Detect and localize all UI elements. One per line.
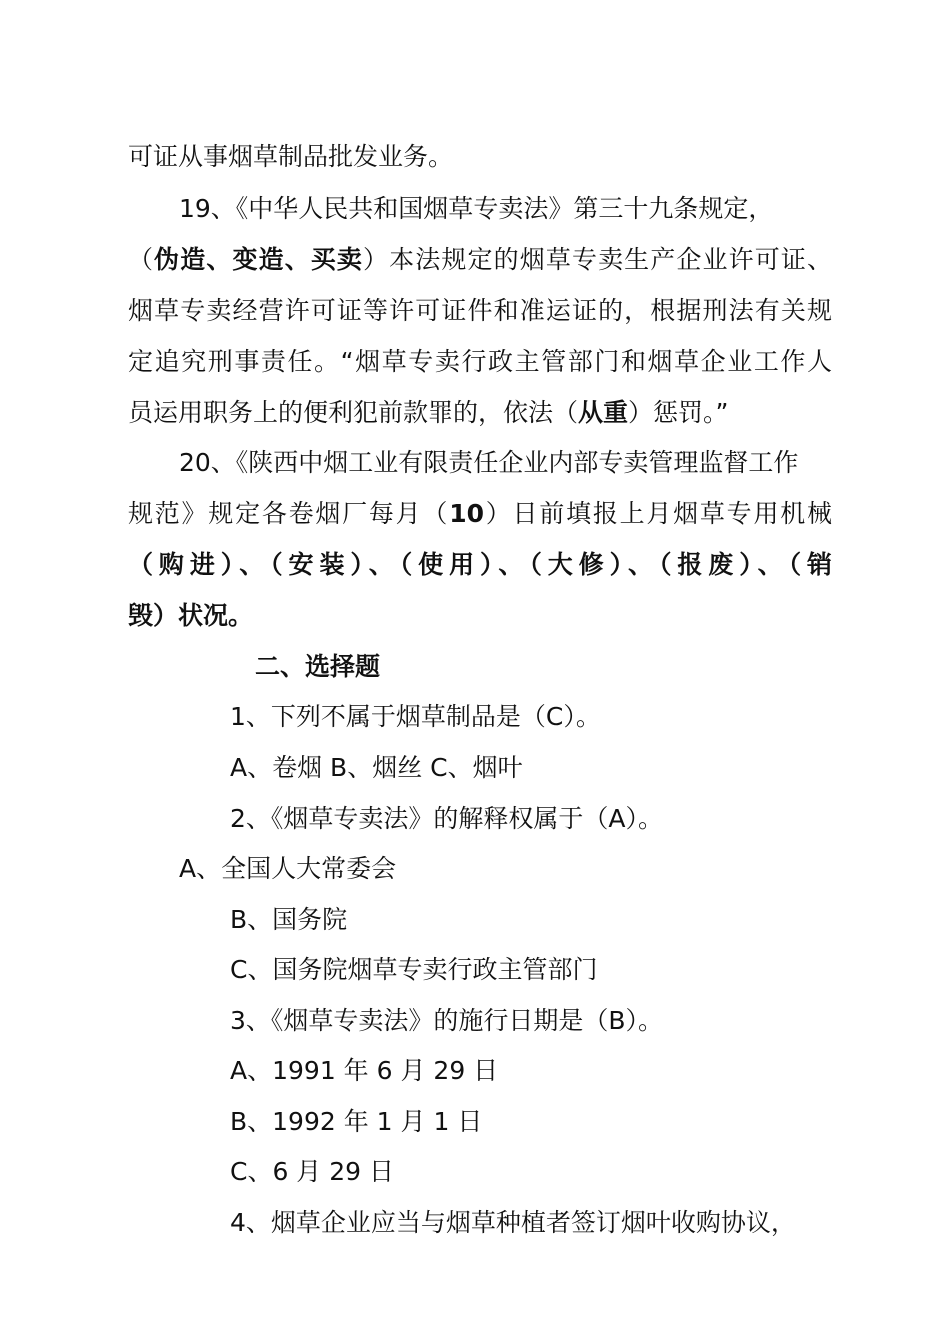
q2-option-b: B、国务院 (230, 905, 348, 934)
q2-option-a: A、全国人大常委会 (179, 854, 397, 883)
q3-option-a: A、1991 年 6 月 29 日 (230, 1056, 499, 1085)
item19-line5-pre: 员运用职务上的便利犯前款罪的，依法（ (128, 398, 579, 427)
q1-options: A、卷烟 B、烟丝 C、烟叶 (230, 753, 523, 782)
item19-line5 (128, 396, 950, 430)
item19-answer: 伪造、变造、买卖 (154, 245, 364, 274)
item20-line3: （购进）、（安装）、（使用）、（大修）、（报废）、（销 (128, 550, 832, 579)
item19-line2 (128, 243, 832, 277)
item19-line3: 烟草专卖经营许可证等许可证件和准运证的，根据刑法有关规 (128, 296, 832, 325)
item20-answer: 10 (449, 499, 485, 528)
item20-line2-pre: 规范》规定各卷烟厂每月（ (128, 499, 450, 528)
item19-line5-post: ）惩罚。” (628, 398, 729, 427)
q3-stem: 3、《烟草专卖法》的施行日期是（B）。 (230, 1006, 664, 1035)
paren-open: （ (128, 245, 155, 274)
item19-answer-2: 从重 (578, 398, 629, 427)
item20-line2 (128, 497, 832, 531)
item18-tail: 可证从事烟草制品批发业务。 (128, 142, 454, 171)
item19-line4: 定追究刑事责任。“烟草专卖行政主管部门和烟草企业工作人 (128, 347, 832, 376)
item20-line2-post: ）日前填报上月烟草专用机械 (484, 499, 832, 528)
item20-line1: 20、《陕西中烟工业有限责任企业内部专卖管理监督工作 (179, 448, 799, 477)
q2-stem: 2、《烟草专卖法》的解释权属于（A）。 (230, 804, 664, 833)
q2-option-c: C、国务院烟草专卖行政主管部门 (230, 955, 598, 984)
q3-option-c: C、6 月 29 日 (230, 1157, 395, 1186)
item19-line2-rest: ）本法规定的烟草专卖生产企业许可证、 (363, 245, 832, 274)
item19-line1: 19、《中华人民共和国烟草专卖法》第三十九条规定， (179, 194, 774, 223)
q4-stem: 4、烟草企业应当与烟草种植者签订烟叶收购协议， (230, 1208, 796, 1237)
section-title: 二、选择题 (255, 652, 381, 681)
item20-line4: 毁）状况。 (128, 601, 254, 630)
q1-stem: 1、下列不属于烟草制品是（C）。 (230, 702, 601, 731)
q3-option-b: B、1992 年 1 月 1 日 (230, 1107, 483, 1136)
